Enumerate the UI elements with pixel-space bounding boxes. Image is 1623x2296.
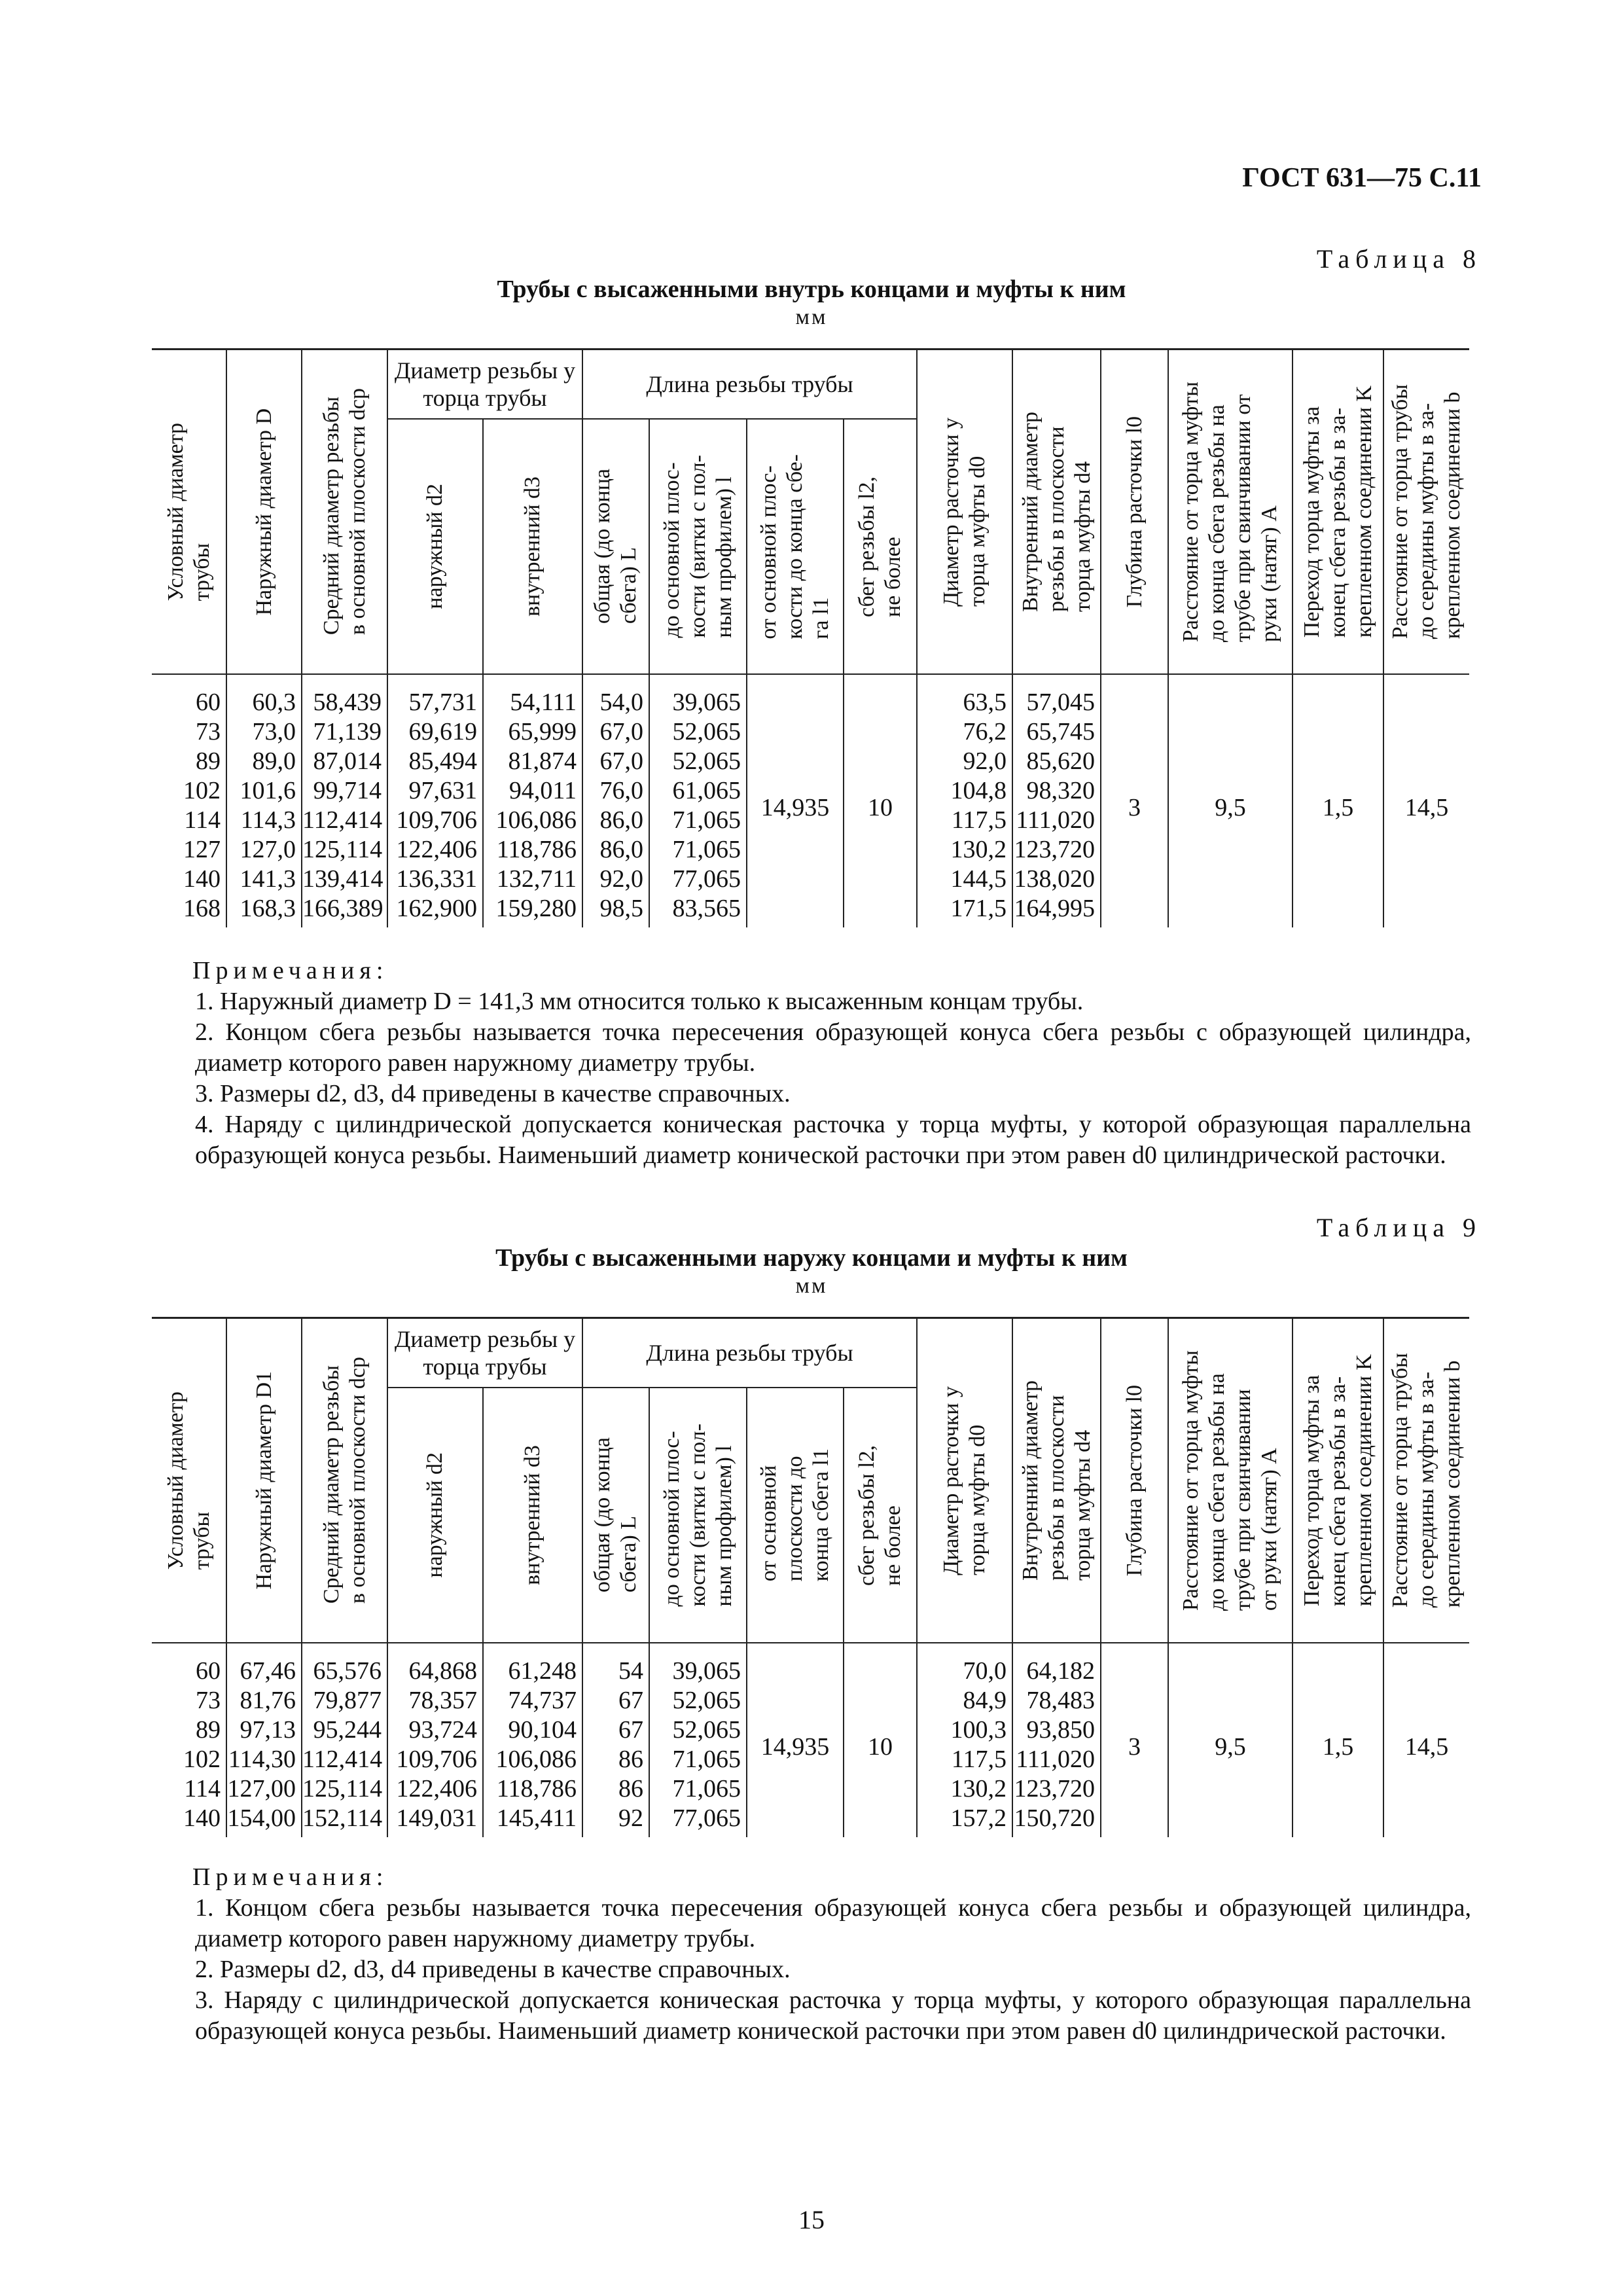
col-group-thread-diameter: Диаметр резьбы у торца трубы <box>387 350 582 420</box>
document-header: ГОСТ 631—75 С.11 <box>1242 163 1482 193</box>
table-cell: 139,414 <box>302 865 387 894</box>
table-cell: 14,5 <box>1383 674 1469 927</box>
table-cell: 92 <box>582 1804 649 1837</box>
table-cell: 10 <box>844 1643 917 1837</box>
table-cell: 60 <box>152 1643 226 1686</box>
table-row <box>152 1643 1469 1686</box>
table-cell: 85,494 <box>387 747 483 776</box>
table-cell: 127 <box>152 835 226 865</box>
table-cell: 127,00 <box>226 1774 302 1804</box>
table-cell: 81,76 <box>226 1686 302 1715</box>
table-cell: 123,720 <box>1012 1774 1101 1804</box>
table-cell: 89,0 <box>226 747 302 776</box>
table-cell: 60,3 <box>226 674 302 717</box>
table-cell: 102 <box>152 776 226 806</box>
table-cell: 130,2 <box>917 1774 1012 1804</box>
table-cell: 97,631 <box>387 776 483 806</box>
table-8-unit: мм <box>795 305 828 329</box>
table-cell: 52,065 <box>649 1715 747 1745</box>
col-header-mean-thread-diameter: Средний диаметр резьбы в основной плоскости dср <box>302 1318 387 1643</box>
table-cell: 73 <box>152 1686 226 1715</box>
table-cell: 114,3 <box>226 806 302 835</box>
table-cell: 87,014 <box>302 747 387 776</box>
table-cell: 114,30 <box>226 1745 302 1774</box>
table-cell: 102 <box>152 1745 226 1774</box>
table-cell: 77,065 <box>649 1804 747 1837</box>
note-item: 2. Размеры d2, d3, d4 приведены в качестве справочных. <box>195 1956 791 1983</box>
table-cell: 69,619 <box>387 717 483 747</box>
table-cell: 99,714 <box>302 776 387 806</box>
table-cell: 64,868 <box>387 1643 483 1686</box>
table-cell: 86,0 <box>582 806 649 835</box>
table-cell: 89 <box>152 747 226 776</box>
table-cell: 136,331 <box>387 865 483 894</box>
col-header-transition-k: Переход торца муфты за конец сбега резьбы в за- крепленном соединении K <box>1293 1318 1383 1643</box>
table-8 <box>152 348 1469 927</box>
table-cell: 54 <box>582 1643 649 1686</box>
table-cell: 117,5 <box>917 1745 1012 1774</box>
table-cell: 98,320 <box>1012 776 1101 806</box>
table-cell: 117,5 <box>917 806 1012 835</box>
table-cell: 14,935 <box>747 674 844 927</box>
col-header-transition-k: Переход торца муфты за конец сбега резьбы в за- крепленном соединении K <box>1293 350 1383 675</box>
notes-title: Примечания: <box>192 957 389 984</box>
col-header-distance-b: Расстояние от торца трубы до середины муфты в за- крепленном соединении b <box>1383 350 1469 675</box>
table-cell: 106,086 <box>483 1745 582 1774</box>
table-cell: 154,00 <box>226 1804 302 1837</box>
table-cell: 97,13 <box>226 1715 302 1745</box>
col-header-outer-d2: наружный d2 <box>387 1388 483 1643</box>
col-header-bore-depth: Глубина расточки l0 <box>1101 1318 1168 1643</box>
col-header-bore-depth: Глубина расточки l0 <box>1101 350 1168 675</box>
table-cell: 58,439 <box>302 674 387 717</box>
table-8-title: Трубы с высаженными внутрь концами и муфты к ним <box>497 276 1126 303</box>
table-cell: 65,576 <box>302 1643 387 1686</box>
table-cell: 112,414 <box>302 806 387 835</box>
col-header-base-plane-length: до основной плос- кости (витки с пол- ным профилем) l <box>649 1388 747 1643</box>
col-header-outer-diameter: Наружный диаметр D1 <box>226 1318 302 1643</box>
col-group-thread-length: Длина резьбы трубы <box>582 350 917 420</box>
table-cell: 112,414 <box>302 1745 387 1774</box>
table-cell: 157,2 <box>917 1804 1012 1837</box>
table-cell: 14,5 <box>1383 1643 1469 1837</box>
table-cell: 64,182 <box>1012 1643 1101 1686</box>
table-cell: 74,737 <box>483 1686 582 1715</box>
col-header-total-length: общая (до конца сбега) L <box>582 1388 649 1643</box>
col-header-inner-d3: внутренний d3 <box>483 419 582 674</box>
table-cell: 9,5 <box>1168 674 1293 927</box>
col-header-total-length: общая (до конца сбега) L <box>582 419 649 674</box>
col-header-runout-l2: сбег резьбы l2, не более <box>844 419 917 674</box>
table-9-unit: мм <box>795 1274 828 1298</box>
table-cell: 52,065 <box>649 747 747 776</box>
table-cell: 9,5 <box>1168 1643 1293 1837</box>
table-cell: 140 <box>152 1804 226 1837</box>
table-cell: 71,065 <box>649 1745 747 1774</box>
table-cell: 54,111 <box>483 674 582 717</box>
table-cell: 85,620 <box>1012 747 1101 776</box>
table-cell: 83,565 <box>649 894 747 927</box>
table-cell: 65,745 <box>1012 717 1101 747</box>
table-cell: 150,720 <box>1012 1804 1101 1837</box>
table-cell: 67,0 <box>582 717 649 747</box>
table-cell: 77,065 <box>649 865 747 894</box>
table-cell: 159,280 <box>483 894 582 927</box>
table-cell: 106,086 <box>483 806 582 835</box>
table-cell: 109,706 <box>387 1745 483 1774</box>
table-cell: 71,065 <box>649 806 747 835</box>
table-cell: 130,2 <box>917 835 1012 865</box>
table-cell: 81,874 <box>483 747 582 776</box>
table-cell: 86 <box>582 1745 649 1774</box>
table-cell: 14,935 <box>747 1643 844 1837</box>
note-item: 3. Размеры d2, d3, d4 приведены в качестве справочных. <box>195 1080 791 1107</box>
table-cell: 122,406 <box>387 835 483 865</box>
col-header-inner-thread-diameter: Внутренний диаметр резьбы в плоскости торца муфты d4 <box>1012 350 1101 675</box>
table-cell: 98,5 <box>582 894 649 927</box>
table-9-notes <box>192 1862 1471 2047</box>
table-cell: 67 <box>582 1715 649 1745</box>
col-header-inner-thread-diameter: Внутренний диаметр резьбы в плоскости торца муфты d4 <box>1012 1318 1101 1643</box>
page-number: 15 <box>798 2205 825 2234</box>
table-cell: 54,0 <box>582 674 649 717</box>
table-cell: 145,411 <box>483 1804 582 1837</box>
table-cell: 61,065 <box>649 776 747 806</box>
table-cell: 164,995 <box>1012 894 1101 927</box>
table-cell: 125,114 <box>302 1774 387 1804</box>
table-cell: 61,248 <box>483 1643 582 1686</box>
table-cell: 149,031 <box>387 1804 483 1837</box>
col-group-thread-diameter: Диаметр резьбы у торца трубы <box>387 1318 582 1388</box>
table-cell: 114 <box>152 806 226 835</box>
col-header-runout-from-base: от основной плос- кости до конца сбе- га l1 <box>747 419 844 674</box>
note-item: 3. Наряду с цилиндрической допускается коническая расточка у торца муфты, у которого образующая параллельна образующей конуса резьбы. Наименьший диаметр конической расточки при этом равен d0 цилиндрической расточки. <box>195 1986 1471 2045</box>
table-cell: 86 <box>582 1774 649 1804</box>
table-cell: 3 <box>1101 674 1168 927</box>
table-9-label: Таблица 9 <box>1316 1213 1482 1242</box>
table-cell: 76,2 <box>917 717 1012 747</box>
table-cell: 127,0 <box>226 835 302 865</box>
table-cell: 10 <box>844 674 917 927</box>
table-cell: 111,020 <box>1012 806 1101 835</box>
table-cell: 95,244 <box>302 1715 387 1745</box>
table-cell: 166,389 <box>302 894 387 927</box>
table-cell: 52,065 <box>649 717 747 747</box>
table-cell: 140 <box>152 865 226 894</box>
table-cell: 3 <box>1101 1643 1168 1837</box>
table-cell: 141,3 <box>226 865 302 894</box>
table-cell: 94,011 <box>483 776 582 806</box>
table-cell: 93,850 <box>1012 1715 1101 1745</box>
table-cell: 90,104 <box>483 1715 582 1745</box>
table-cell: 39,065 <box>649 674 747 717</box>
table-cell: 76,0 <box>582 776 649 806</box>
note-item: 1. Концом сбега резьбы называется точка пересечения образующей конуса сбега резьбы и образующей цилиндра, диаметр которого равен наружному диаметру трубы. <box>195 1894 1471 1952</box>
col-header-runout-from-base: от основной плоскости до конца сбега l1 <box>747 1388 844 1643</box>
table-cell: 1,5 <box>1293 1643 1383 1837</box>
table-cell: 86,0 <box>582 835 649 865</box>
col-header-distance-b: Расстояние от торца трубы до середины муфты в за- крепленном соединении b <box>1383 1318 1469 1643</box>
table-cell: 92,0 <box>917 747 1012 776</box>
col-header-bore-diameter: Диаметр расточки у торца муфты d0 <box>917 350 1012 675</box>
table-8-label: Таблица 8 <box>1316 244 1482 274</box>
table-9 <box>152 1317 1469 1837</box>
table-cell: 93,724 <box>387 1715 483 1745</box>
table-cell: 89 <box>152 1715 226 1745</box>
table-cell: 67,0 <box>582 747 649 776</box>
table-cell: 104,8 <box>917 776 1012 806</box>
table-cell: 70,0 <box>917 1643 1012 1686</box>
table-cell: 67 <box>582 1686 649 1715</box>
note-item: 4. Наряду с цилиндрической допускается коническая расточка у торца муфты, у которой образующая параллельна образующей конуса резьбы. Наименьший диаметр конической расточки при этом равен d0 цилиндрической расточки. <box>195 1111 1471 1169</box>
col-header-distance-a: Расстояние от торца муфты до конца сбега резьбы на трубе при свинчивании от руки (натяг) A <box>1168 350 1293 675</box>
col-header-inner-d3: внутренний d3 <box>483 1388 582 1643</box>
table-cell: 125,114 <box>302 835 387 865</box>
table-cell: 67,46 <box>226 1643 302 1686</box>
note-item: 1. Наружный диаметр D = 141,3 мм относится только к высаженным концам трубы. <box>195 988 1084 1015</box>
col-header-nominal-diameter: Условный диаметр трубы <box>152 1318 226 1643</box>
table-cell: 162,900 <box>387 894 483 927</box>
col-header-runout-l2: сбег резьбы l2, не более <box>844 1388 917 1643</box>
table-cell: 118,786 <box>483 1774 582 1804</box>
table-8-notes <box>192 956 1471 1171</box>
col-header-distance-a: Расстояние от торца муфты до конца сбега резьбы на трубе при свинчивании от руки (натяг) A <box>1168 1318 1293 1643</box>
table-cell: 114 <box>152 1774 226 1804</box>
table-cell: 109,706 <box>387 806 483 835</box>
table-cell: 168 <box>152 894 226 927</box>
table-cell: 152,114 <box>302 1804 387 1837</box>
table-row <box>152 674 1469 717</box>
table-cell: 101,6 <box>226 776 302 806</box>
table-cell: 168,3 <box>226 894 302 927</box>
table-cell: 73 <box>152 717 226 747</box>
table-cell: 78,483 <box>1012 1686 1101 1715</box>
table-cell: 100,3 <box>917 1715 1012 1745</box>
col-header-base-plane-length: до основной плос- кости (витки с пол- ным профилем) l <box>649 419 747 674</box>
table-cell: 65,999 <box>483 717 582 747</box>
col-header-outer-d2: наружный d2 <box>387 419 483 674</box>
table-cell: 138,020 <box>1012 865 1101 894</box>
col-header-bore-diameter: Диаметр расточки у торца муфты d0 <box>917 1318 1012 1643</box>
table-cell: 73,0 <box>226 717 302 747</box>
table-cell: 63,5 <box>917 674 1012 717</box>
table-cell: 71,065 <box>649 1774 747 1804</box>
table-cell: 60 <box>152 674 226 717</box>
table-cell: 1,5 <box>1293 674 1383 927</box>
table-cell: 79,877 <box>302 1686 387 1715</box>
table-cell: 92,0 <box>582 865 649 894</box>
table-cell: 52,065 <box>649 1686 747 1715</box>
table-cell: 84,9 <box>917 1686 1012 1715</box>
table-cell: 111,020 <box>1012 1745 1101 1774</box>
table-cell: 57,731 <box>387 674 483 717</box>
col-header-outer-diameter: Наружный диаметр D <box>226 350 302 675</box>
table-cell: 118,786 <box>483 835 582 865</box>
table-cell: 39,065 <box>649 1643 747 1686</box>
table-cell: 123,720 <box>1012 835 1101 865</box>
table-cell: 171,5 <box>917 894 1012 927</box>
note-item: 2. Концом сбега резьбы называется точка пересечения образующей конуса сбега резьбы с образующей цилиндра, диаметр которого равен наружному диаметру трубы. <box>195 1018 1471 1077</box>
col-header-nominal-diameter: Условный диаметр трубы <box>152 350 226 675</box>
table-9-title: Трубы с высаженными наружу концами и муфты к ним <box>495 1244 1128 1272</box>
table-cell: 57,045 <box>1012 674 1101 717</box>
col-group-thread-length: Длина резьбы трубы <box>582 1318 917 1388</box>
table-cell: 78,357 <box>387 1686 483 1715</box>
notes-title: Примечания: <box>192 1863 389 1891</box>
table-cell: 71,065 <box>649 835 747 865</box>
table-cell: 122,406 <box>387 1774 483 1804</box>
col-header-mean-thread-diameter: Средний диаметр резьбы в основной плоскости dср <box>302 350 387 675</box>
table-cell: 71,139 <box>302 717 387 747</box>
table-cell: 144,5 <box>917 865 1012 894</box>
table-cell: 132,711 <box>483 865 582 894</box>
